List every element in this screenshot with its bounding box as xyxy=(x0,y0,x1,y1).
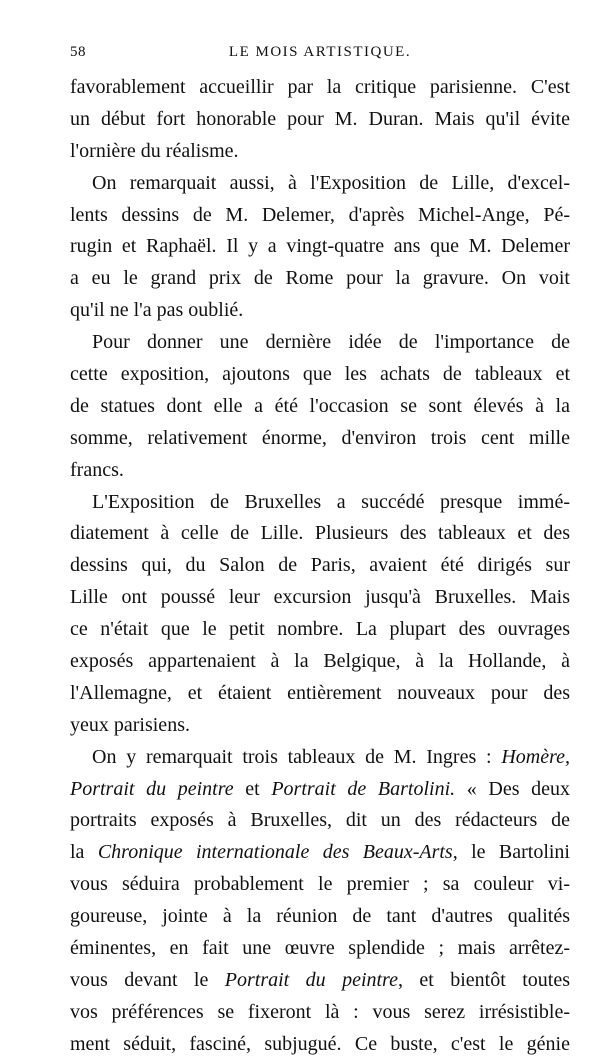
italic-title-text: Portrait du peintre xyxy=(224,968,398,991)
body-text xyxy=(70,72,570,1061)
text-segment: l'Allemagne, et étaient entièrement nouveaux pour des xyxy=(70,681,570,704)
page-header xyxy=(70,44,570,66)
text-segment: vous devant le xyxy=(70,968,225,991)
text-segment: portraits exposés à Bruxelles, dit un des rédacteurs de xyxy=(70,809,570,832)
text-line xyxy=(70,837,570,869)
text-segment: et xyxy=(233,777,272,800)
text-line xyxy=(70,391,570,423)
text-segment: somme, relativement énorme, d'environ trois cent mille xyxy=(70,426,570,449)
text-line xyxy=(70,805,570,837)
text-segment: un début fort honorable pour M. Duran. Mais qu'il évite xyxy=(70,107,570,130)
text-line xyxy=(70,997,570,1029)
italic-title-text: Portrait de Bartolini. xyxy=(271,777,456,800)
text-line xyxy=(70,359,570,391)
text-segment: qu'il ne l'a pas oublié. xyxy=(70,299,244,322)
text-line xyxy=(70,646,570,678)
text-line xyxy=(70,295,570,327)
text-segment: éminentes, en fait une œuvre splendide ; mais arrêtez- xyxy=(70,937,570,960)
text-line xyxy=(70,263,570,295)
text-segment: Lille ont poussé leur excursion jusqu'à Bruxelles. Mais xyxy=(70,586,570,609)
text-segment: On y remarquait trois tableaux de M. Ingres : xyxy=(92,745,502,768)
text-segment: goureuse, jointe à la réunion de tant d'autres qualités xyxy=(70,905,570,928)
text-segment: Pour donner une dernière idée de l'importance de xyxy=(92,331,570,354)
page-number: 58 xyxy=(70,44,86,60)
text-segment: la xyxy=(70,841,98,864)
text-line xyxy=(70,678,570,710)
text-segment: a eu le grand prix de Rome pour la gravure. On voit xyxy=(70,267,570,290)
text-line xyxy=(70,901,570,933)
running-title: LE MOIS ARTISTIQUE. xyxy=(228,44,412,60)
text-segment: de statues dont elle a été l'occasion se sont élevés à la xyxy=(70,394,570,417)
text-line xyxy=(70,487,570,519)
text-line xyxy=(70,136,570,168)
italic-title-text: Chronique internationale des Beaux-Arts xyxy=(97,841,453,864)
text-segment: l'ornière du réalisme. xyxy=(70,139,239,162)
text-line xyxy=(70,774,570,806)
italic-title-text: Portrait du peintre xyxy=(70,777,234,800)
text-line xyxy=(70,231,570,263)
text-line xyxy=(70,327,570,359)
text-line xyxy=(70,965,570,997)
text-segment: rugin et Raphaël. Il y a vingt-quatre ans que M. Delemer xyxy=(70,235,570,258)
text-segment: diatement à celle de Lille. Plusieurs des tableaux et des xyxy=(70,522,570,545)
text-line xyxy=(70,423,570,455)
text-segment: ce n'était que le petit nombre. La plupart des ouvrages xyxy=(70,618,570,641)
text-line xyxy=(70,582,570,614)
text-segment: lents dessins de M. Delemer, d'après Michel-Ange, Pé- xyxy=(70,203,570,226)
text-line xyxy=(70,168,570,200)
text-segment: favorablement accueillir par la critique parisienne. C'est xyxy=(70,76,570,98)
text-segment: exposés appartenaient à la Belgique, à la Hollande, à xyxy=(70,650,570,673)
text-line xyxy=(70,614,570,646)
text-line xyxy=(70,869,570,901)
italic-title-text: Homère, xyxy=(501,745,570,768)
text-segment: cette exposition, ajoutons que les achats de tableaux et xyxy=(70,363,570,386)
text-line xyxy=(70,104,570,136)
text-segment: On remarquait aussi, à l'Exposition de Lille, d'excel- xyxy=(92,171,570,194)
text-segment: , et bientôt toutes xyxy=(397,968,570,991)
text-line xyxy=(70,455,570,487)
text-segment: yeux parisiens. xyxy=(70,713,190,736)
text-line xyxy=(70,742,570,774)
text-segment: L'Exposition de Bruxelles a succédé presque immé- xyxy=(92,490,570,513)
text-line xyxy=(70,933,570,965)
text-segment: « Des deux xyxy=(455,777,570,800)
text-segment: vos préférences se fixeront là : vous serez irrésistible- xyxy=(70,1000,570,1023)
text-segment: vous séduira probablement le premier ; sa couleur vi- xyxy=(70,873,570,896)
text-line xyxy=(70,72,570,104)
text-line xyxy=(70,550,570,582)
text-line xyxy=(70,200,570,232)
text-segment: ment séduit, fasciné, subjugué. Ce buste, c'est le génie xyxy=(70,1032,570,1055)
text-segment: , le Bartolini xyxy=(452,841,570,864)
text-line xyxy=(70,518,570,550)
text-segment: francs. xyxy=(70,458,124,481)
text-segment: dessins qui, du Salon de Paris, avaient été dirigés sur xyxy=(70,554,570,577)
text-line xyxy=(70,1029,570,1061)
text-line xyxy=(70,710,570,742)
